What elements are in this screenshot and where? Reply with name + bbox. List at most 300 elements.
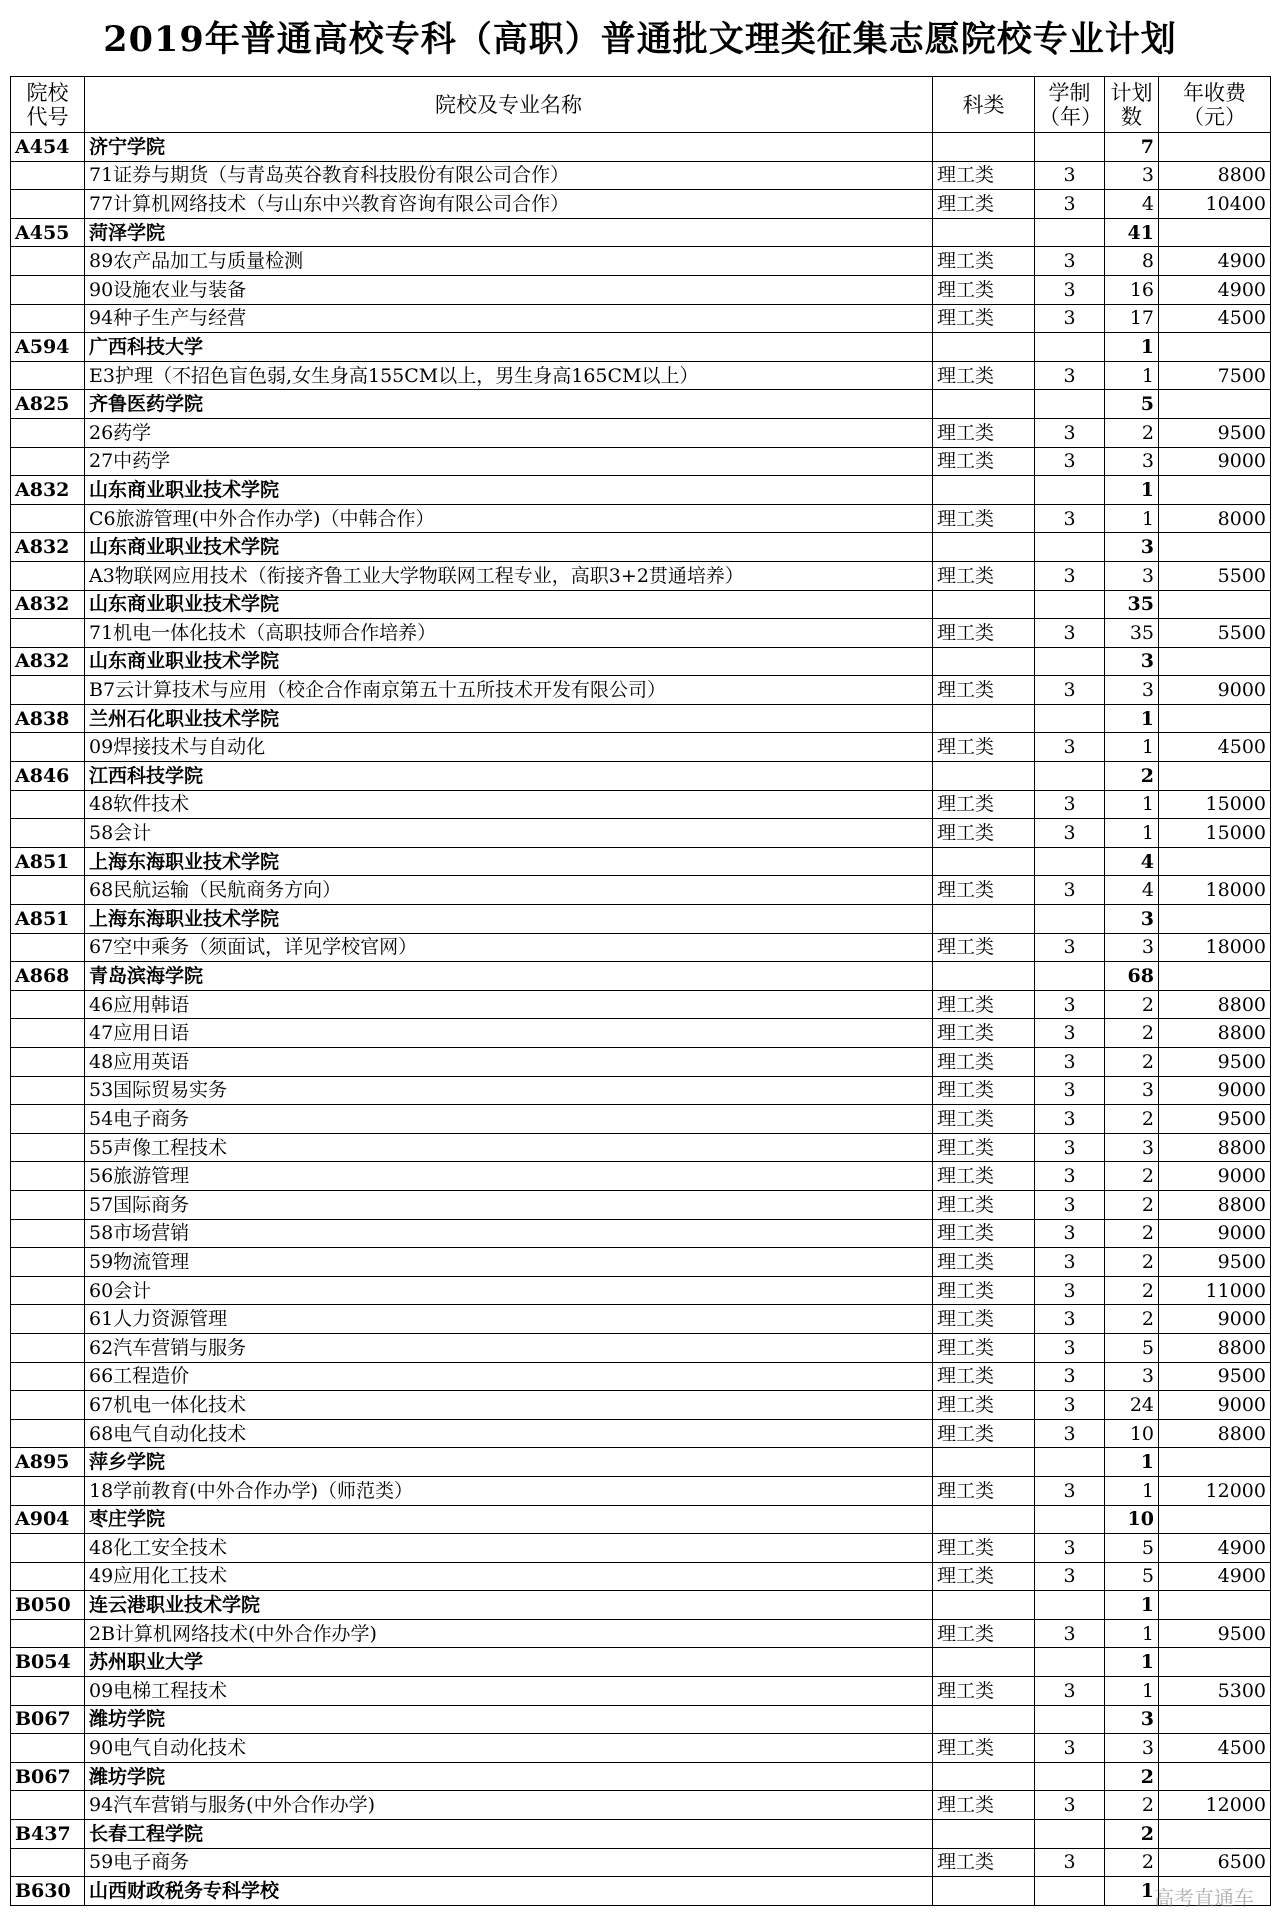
cell-school-code: A868 <box>11 962 85 991</box>
major-row <box>11 990 1271 1019</box>
cell-school-code <box>11 619 85 648</box>
cell-years: 3 <box>1035 275 1105 304</box>
cell-plan-count: 2 <box>1105 418 1159 447</box>
cell-years: 3 <box>1035 361 1105 390</box>
cell-category: 理工类 <box>933 447 1035 476</box>
cell-category: 理工类 <box>933 1619 1035 1648</box>
cell-school-code: A838 <box>11 704 85 733</box>
cell-school-code <box>11 1133 85 1162</box>
cell-school-code: B050 <box>11 1591 85 1620</box>
cell-name: 济宁学院 <box>85 133 933 162</box>
major-row <box>11 1048 1271 1077</box>
cell-fee <box>1159 847 1271 876</box>
cell-fee: 7500 <box>1159 361 1271 390</box>
cell-category: 理工类 <box>933 1791 1035 1820</box>
header-name: 院校及专业名称 <box>85 77 933 133</box>
cell-name: 46应用韩语 <box>85 990 933 1019</box>
major-row <box>11 1019 1271 1048</box>
major-row <box>11 1419 1271 1448</box>
school-row <box>11 218 1271 247</box>
major-row <box>11 1391 1271 1420</box>
cell-category: 理工类 <box>933 876 1035 905</box>
cell-school-code: A454 <box>11 133 85 162</box>
major-row <box>11 304 1271 333</box>
cell-years: 3 <box>1035 190 1105 219</box>
major-row <box>11 418 1271 447</box>
cell-school-code <box>11 1105 85 1134</box>
cell-plan-count: 1 <box>1105 819 1159 848</box>
cell-fee: 12000 <box>1159 1476 1271 1505</box>
cell-school-code: A895 <box>11 1448 85 1477</box>
cell-years: 3 <box>1035 504 1105 533</box>
cell-school-code: B054 <box>11 1648 85 1677</box>
cell-plan-count: 1 <box>1105 333 1159 362</box>
cell-plan-count: 8 <box>1105 247 1159 276</box>
cell-fee: 18000 <box>1159 876 1271 905</box>
cell-years <box>1035 333 1105 362</box>
cell-school-code <box>11 1791 85 1820</box>
cell-category: 理工类 <box>933 1076 1035 1105</box>
cell-fee <box>1159 476 1271 505</box>
header-fee: 年收费 （元） <box>1159 77 1271 133</box>
cell-school-code <box>11 1419 85 1448</box>
cell-category <box>933 1762 1035 1791</box>
cell-fee <box>1159 1820 1271 1849</box>
cell-name: 59物流管理 <box>85 1248 933 1277</box>
cell-school-code <box>11 1677 85 1706</box>
cell-name: 68电气自动化技术 <box>85 1419 933 1448</box>
cell-fee <box>1159 1505 1271 1534</box>
cell-fee <box>1159 704 1271 733</box>
cell-years: 3 <box>1035 1619 1105 1648</box>
major-row <box>11 1133 1271 1162</box>
school-row <box>11 1505 1271 1534</box>
cell-name: 江西科技学院 <box>85 762 933 791</box>
cell-fee: 5500 <box>1159 561 1271 590</box>
header-code: 院校 代号 <box>11 77 85 133</box>
cell-name: 山东商业职业技术学院 <box>85 533 933 562</box>
major-row <box>11 1677 1271 1706</box>
cell-fee <box>1159 1648 1271 1677</box>
major-row <box>11 1162 1271 1191</box>
cell-fee: 5500 <box>1159 619 1271 648</box>
cell-plan-count: 16 <box>1105 275 1159 304</box>
cell-plan-count: 35 <box>1105 619 1159 648</box>
cell-years <box>1035 218 1105 247</box>
cell-plan-count: 1 <box>1105 790 1159 819</box>
cell-years: 3 <box>1035 1305 1105 1334</box>
cell-name: 67机电一体化技术 <box>85 1391 933 1420</box>
school-row <box>11 905 1271 934</box>
cell-years <box>1035 533 1105 562</box>
cell-fee: 8800 <box>1159 1133 1271 1162</box>
major-row <box>11 1534 1271 1563</box>
cell-fee: 9500 <box>1159 1619 1271 1648</box>
cell-plan-count: 4 <box>1105 190 1159 219</box>
cell-name: 2B计算机网络技术(中外合作办学) <box>85 1619 933 1648</box>
cell-plan-count: 1 <box>1105 504 1159 533</box>
cell-category: 理工类 <box>933 819 1035 848</box>
cell-category: 理工类 <box>933 1677 1035 1706</box>
cell-years <box>1035 476 1105 505</box>
major-row <box>11 1305 1271 1334</box>
watermark-text: 高考直通车 <box>1154 1886 1254 1910</box>
cell-category: 理工类 <box>933 1219 1035 1248</box>
cell-years: 3 <box>1035 1248 1105 1277</box>
cell-plan-count: 2 <box>1105 1848 1159 1877</box>
cell-plan-count: 3 <box>1105 1705 1159 1734</box>
cell-name: 苏州职业大学 <box>85 1648 933 1677</box>
cell-school-code <box>11 1476 85 1505</box>
cell-name: 兰州石化职业技术学院 <box>85 704 933 733</box>
cell-name: 山东商业职业技术学院 <box>85 476 933 505</box>
cell-category: 理工类 <box>933 676 1035 705</box>
cell-years: 3 <box>1035 1391 1105 1420</box>
cell-name: 48应用英语 <box>85 1048 933 1077</box>
cell-name: 55声像工程技术 <box>85 1133 933 1162</box>
cell-name: B7云计算技术与应用（校企合作南京第五十五所技术开发有限公司） <box>85 676 933 705</box>
cell-fee: 8800 <box>1159 990 1271 1019</box>
cell-name: 上海东海职业技术学院 <box>85 905 933 934</box>
cell-years: 3 <box>1035 733 1105 762</box>
cell-category <box>933 847 1035 876</box>
cell-years: 3 <box>1035 1791 1105 1820</box>
cell-years: 3 <box>1035 247 1105 276</box>
header-years: 学制 （年） <box>1035 77 1105 133</box>
cell-years: 3 <box>1035 1333 1105 1362</box>
cell-name: 60会计 <box>85 1276 933 1305</box>
cell-fee: 8800 <box>1159 1419 1271 1448</box>
cell-name: 61人力资源管理 <box>85 1305 933 1334</box>
cell-category <box>933 1877 1035 1906</box>
cell-category <box>933 962 1035 991</box>
cell-name: 89农产品加工与质量检测 <box>85 247 933 276</box>
cell-school-code: B437 <box>11 1820 85 1849</box>
cell-school-code <box>11 247 85 276</box>
cell-years <box>1035 1448 1105 1477</box>
cell-category: 理工类 <box>933 1848 1035 1877</box>
cell-fee <box>1159 905 1271 934</box>
cell-name: 66工程造价 <box>85 1362 933 1391</box>
cell-fee <box>1159 590 1271 619</box>
cell-years: 3 <box>1035 933 1105 962</box>
cell-years <box>1035 704 1105 733</box>
cell-years <box>1035 1820 1105 1849</box>
cell-school-code <box>11 418 85 447</box>
cell-fee: 4900 <box>1159 1562 1271 1591</box>
cell-fee <box>1159 1591 1271 1620</box>
cell-plan-count: 1 <box>1105 704 1159 733</box>
cell-plan-count: 5 <box>1105 390 1159 419</box>
cell-school-code: B630 <box>11 1877 85 1906</box>
cell-school-code <box>11 790 85 819</box>
cell-years: 3 <box>1035 1190 1105 1219</box>
cell-school-code <box>11 1333 85 1362</box>
major-row <box>11 876 1271 905</box>
cell-years: 3 <box>1035 1362 1105 1391</box>
cell-category: 理工类 <box>933 1534 1035 1563</box>
cell-category <box>933 1705 1035 1734</box>
cell-fee: 9000 <box>1159 1305 1271 1334</box>
cell-plan-count: 3 <box>1105 161 1159 190</box>
cell-fee: 8800 <box>1159 1333 1271 1362</box>
cell-fee <box>1159 218 1271 247</box>
cell-plan-count: 41 <box>1105 218 1159 247</box>
cell-fee <box>1159 647 1271 676</box>
major-row <box>11 1219 1271 1248</box>
cell-years: 3 <box>1035 990 1105 1019</box>
cell-category: 理工类 <box>933 990 1035 1019</box>
major-row <box>11 1276 1271 1305</box>
cell-school-code <box>11 190 85 219</box>
cell-name: 71证券与期货（与青岛英谷教育科技股份有限公司合作） <box>85 161 933 190</box>
cell-fee <box>1159 533 1271 562</box>
cell-years: 3 <box>1035 1562 1105 1591</box>
cell-school-code <box>11 1734 85 1763</box>
cell-school-code: A832 <box>11 476 85 505</box>
cell-school-code <box>11 504 85 533</box>
cell-name: A3物联网应用技术（衔接齐鲁工业大学物联网工程专业，高职3+2贯通培养） <box>85 561 933 590</box>
cell-fee: 4900 <box>1159 247 1271 276</box>
cell-fee: 4500 <box>1159 733 1271 762</box>
cell-plan-count: 2 <box>1105 1190 1159 1219</box>
cell-plan-count: 1 <box>1105 1677 1159 1706</box>
major-row <box>11 1076 1271 1105</box>
cell-name: 山东商业职业技术学院 <box>85 590 933 619</box>
cell-plan-count: 3 <box>1105 1133 1159 1162</box>
cell-fee <box>1159 1448 1271 1477</box>
cell-years: 3 <box>1035 1419 1105 1448</box>
cell-fee <box>1159 962 1271 991</box>
cell-plan-count: 10 <box>1105 1505 1159 1534</box>
cell-name: 菏泽学院 <box>85 218 933 247</box>
major-row <box>11 1848 1271 1877</box>
school-row <box>11 962 1271 991</box>
cell-years: 3 <box>1035 819 1105 848</box>
school-row <box>11 133 1271 162</box>
cell-school-code: A832 <box>11 533 85 562</box>
cell-name: 萍乡学院 <box>85 1448 933 1477</box>
plan-table <box>10 76 1271 1906</box>
major-row <box>11 619 1271 648</box>
cell-years <box>1035 590 1105 619</box>
cell-years <box>1035 1505 1105 1534</box>
cell-years: 3 <box>1035 1734 1105 1763</box>
cell-years: 3 <box>1035 1105 1105 1134</box>
cell-category: 理工类 <box>933 1419 1035 1448</box>
cell-fee: 9500 <box>1159 418 1271 447</box>
cell-plan-count: 1 <box>1105 1877 1159 1906</box>
cell-name: 09电梯工程技术 <box>85 1677 933 1706</box>
major-row <box>11 1190 1271 1219</box>
cell-fee: 8800 <box>1159 161 1271 190</box>
cell-fee: 9500 <box>1159 1105 1271 1134</box>
cell-category <box>933 533 1035 562</box>
school-row <box>11 1648 1271 1677</box>
cell-plan-count: 2 <box>1105 1820 1159 1849</box>
cell-school-code <box>11 819 85 848</box>
cell-fee <box>1159 1705 1271 1734</box>
cell-category <box>933 1591 1035 1620</box>
cell-category <box>933 218 1035 247</box>
cell-name: 90设施农业与装备 <box>85 275 933 304</box>
cell-school-code <box>11 561 85 590</box>
cell-name: 58市场营销 <box>85 1219 933 1248</box>
cell-fee: 9000 <box>1159 1391 1271 1420</box>
cell-plan-count: 1 <box>1105 1448 1159 1477</box>
school-row <box>11 647 1271 676</box>
cell-years <box>1035 133 1105 162</box>
cell-name: 上海东海职业技术学院 <box>85 847 933 876</box>
cell-school-code <box>11 1276 85 1305</box>
cell-name: 62汽车营销与服务 <box>85 1333 933 1362</box>
major-row <box>11 1734 1271 1763</box>
cell-plan-count: 35 <box>1105 590 1159 619</box>
cell-name: 长春工程学院 <box>85 1820 933 1849</box>
cell-name: 49应用化工技术 <box>85 1562 933 1591</box>
cell-fee: 12000 <box>1159 1791 1271 1820</box>
cell-category <box>933 704 1035 733</box>
cell-name: 连云港职业技术学院 <box>85 1591 933 1620</box>
cell-plan-count: 3 <box>1105 676 1159 705</box>
cell-name: 57国际商务 <box>85 1190 933 1219</box>
major-row <box>11 933 1271 962</box>
cell-school-code <box>11 1848 85 1877</box>
cell-school-code <box>11 876 85 905</box>
cell-school-code: A832 <box>11 590 85 619</box>
cell-school-code <box>11 933 85 962</box>
cell-years: 3 <box>1035 790 1105 819</box>
cell-fee: 4500 <box>1159 1734 1271 1763</box>
cell-years <box>1035 647 1105 676</box>
major-row <box>11 1619 1271 1648</box>
cell-fee: 9000 <box>1159 1162 1271 1191</box>
school-row <box>11 533 1271 562</box>
cell-school-code <box>11 676 85 705</box>
cell-plan-count: 17 <box>1105 304 1159 333</box>
cell-name: 潍坊学院 <box>85 1762 933 1791</box>
cell-name: 90电气自动化技术 <box>85 1734 933 1763</box>
cell-years <box>1035 1591 1105 1620</box>
cell-fee <box>1159 333 1271 362</box>
cell-years: 3 <box>1035 1476 1105 1505</box>
major-row <box>11 504 1271 533</box>
cell-plan-count: 5 <box>1105 1562 1159 1591</box>
cell-years: 3 <box>1035 1276 1105 1305</box>
cell-plan-count: 2 <box>1105 1048 1159 1077</box>
cell-plan-count: 5 <box>1105 1534 1159 1563</box>
major-row <box>11 1248 1271 1277</box>
cell-fee: 9000 <box>1159 676 1271 705</box>
major-row <box>11 819 1271 848</box>
cell-years <box>1035 847 1105 876</box>
cell-category: 理工类 <box>933 1276 1035 1305</box>
cell-school-code: B067 <box>11 1705 85 1734</box>
cell-category: 理工类 <box>933 247 1035 276</box>
cell-school-code: A825 <box>11 390 85 419</box>
cell-name: 广西科技大学 <box>85 333 933 362</box>
cell-plan-count: 2 <box>1105 1276 1159 1305</box>
cell-category: 理工类 <box>933 1391 1035 1420</box>
cell-category: 理工类 <box>933 1562 1035 1591</box>
cell-school-code <box>11 447 85 476</box>
cell-name: 59电子商务 <box>85 1848 933 1877</box>
cell-years <box>1035 1648 1105 1677</box>
cell-plan-count: 2 <box>1105 1162 1159 1191</box>
cell-plan-count: 3 <box>1105 1734 1159 1763</box>
cell-years: 3 <box>1035 447 1105 476</box>
cell-name: 77计算机网络技术（与山东中兴教育咨询有限公司合作） <box>85 190 933 219</box>
cell-years <box>1035 1705 1105 1734</box>
cell-fee: 9500 <box>1159 1248 1271 1277</box>
cell-plan-count: 1 <box>1105 1619 1159 1648</box>
cell-category: 理工类 <box>933 1734 1035 1763</box>
cell-fee: 9500 <box>1159 1048 1271 1077</box>
cell-plan-count: 2 <box>1105 762 1159 791</box>
cell-plan-count: 5 <box>1105 1333 1159 1362</box>
cell-years: 3 <box>1035 1219 1105 1248</box>
cell-category <box>933 1820 1035 1849</box>
cell-school-code <box>11 361 85 390</box>
cell-school-code <box>11 1534 85 1563</box>
cell-category <box>933 905 1035 934</box>
page-title: 2019年普通高校专科（高职）普通批文理类征集志愿院校专业计划 <box>103 19 1177 60</box>
cell-name: E3护理（不招色盲色弱,女生身高155CM以上，男生身高165CM以上） <box>85 361 933 390</box>
cell-school-code <box>11 1391 85 1420</box>
cell-category <box>933 476 1035 505</box>
cell-plan-count: 1 <box>1105 1648 1159 1677</box>
header-category: 科类 <box>933 77 1035 133</box>
cell-fee: 8000 <box>1159 504 1271 533</box>
cell-fee: 4900 <box>1159 1534 1271 1563</box>
cell-fee: 8800 <box>1159 1019 1271 1048</box>
cell-name: 48软件技术 <box>85 790 933 819</box>
major-row <box>11 361 1271 390</box>
cell-category: 理工类 <box>933 1190 1035 1219</box>
cell-school-code <box>11 1219 85 1248</box>
cell-plan-count: 2 <box>1105 1219 1159 1248</box>
cell-school-code <box>11 1019 85 1048</box>
cell-category <box>933 390 1035 419</box>
cell-name: 山东商业职业技术学院 <box>85 647 933 676</box>
cell-name: 18学前教育(中外合作办学)（师范类） <box>85 1476 933 1505</box>
cell-category: 理工类 <box>933 1162 1035 1191</box>
cell-plan-count: 1 <box>1105 1476 1159 1505</box>
cell-fee <box>1159 390 1271 419</box>
cell-school-code <box>11 304 85 333</box>
cell-category: 理工类 <box>933 1305 1035 1334</box>
cell-category: 理工类 <box>933 190 1035 219</box>
cell-years: 3 <box>1035 1677 1105 1706</box>
cell-category: 理工类 <box>933 275 1035 304</box>
cell-plan-count: 2 <box>1105 1019 1159 1048</box>
school-row <box>11 762 1271 791</box>
school-row <box>11 390 1271 419</box>
cell-name: 山西财政税务专科学校 <box>85 1877 933 1906</box>
cell-name: 71机电一体化技术（高职技师合作培养） <box>85 619 933 648</box>
cell-category <box>933 133 1035 162</box>
cell-name: 58会计 <box>85 819 933 848</box>
cell-fee: 11000 <box>1159 1276 1271 1305</box>
major-row <box>11 1562 1271 1591</box>
major-row <box>11 790 1271 819</box>
major-row <box>11 1476 1271 1505</box>
cell-years <box>1035 390 1105 419</box>
cell-years <box>1035 1762 1105 1791</box>
major-row <box>11 1105 1271 1134</box>
cell-plan-count: 3 <box>1105 647 1159 676</box>
cell-school-code: B067 <box>11 1762 85 1791</box>
